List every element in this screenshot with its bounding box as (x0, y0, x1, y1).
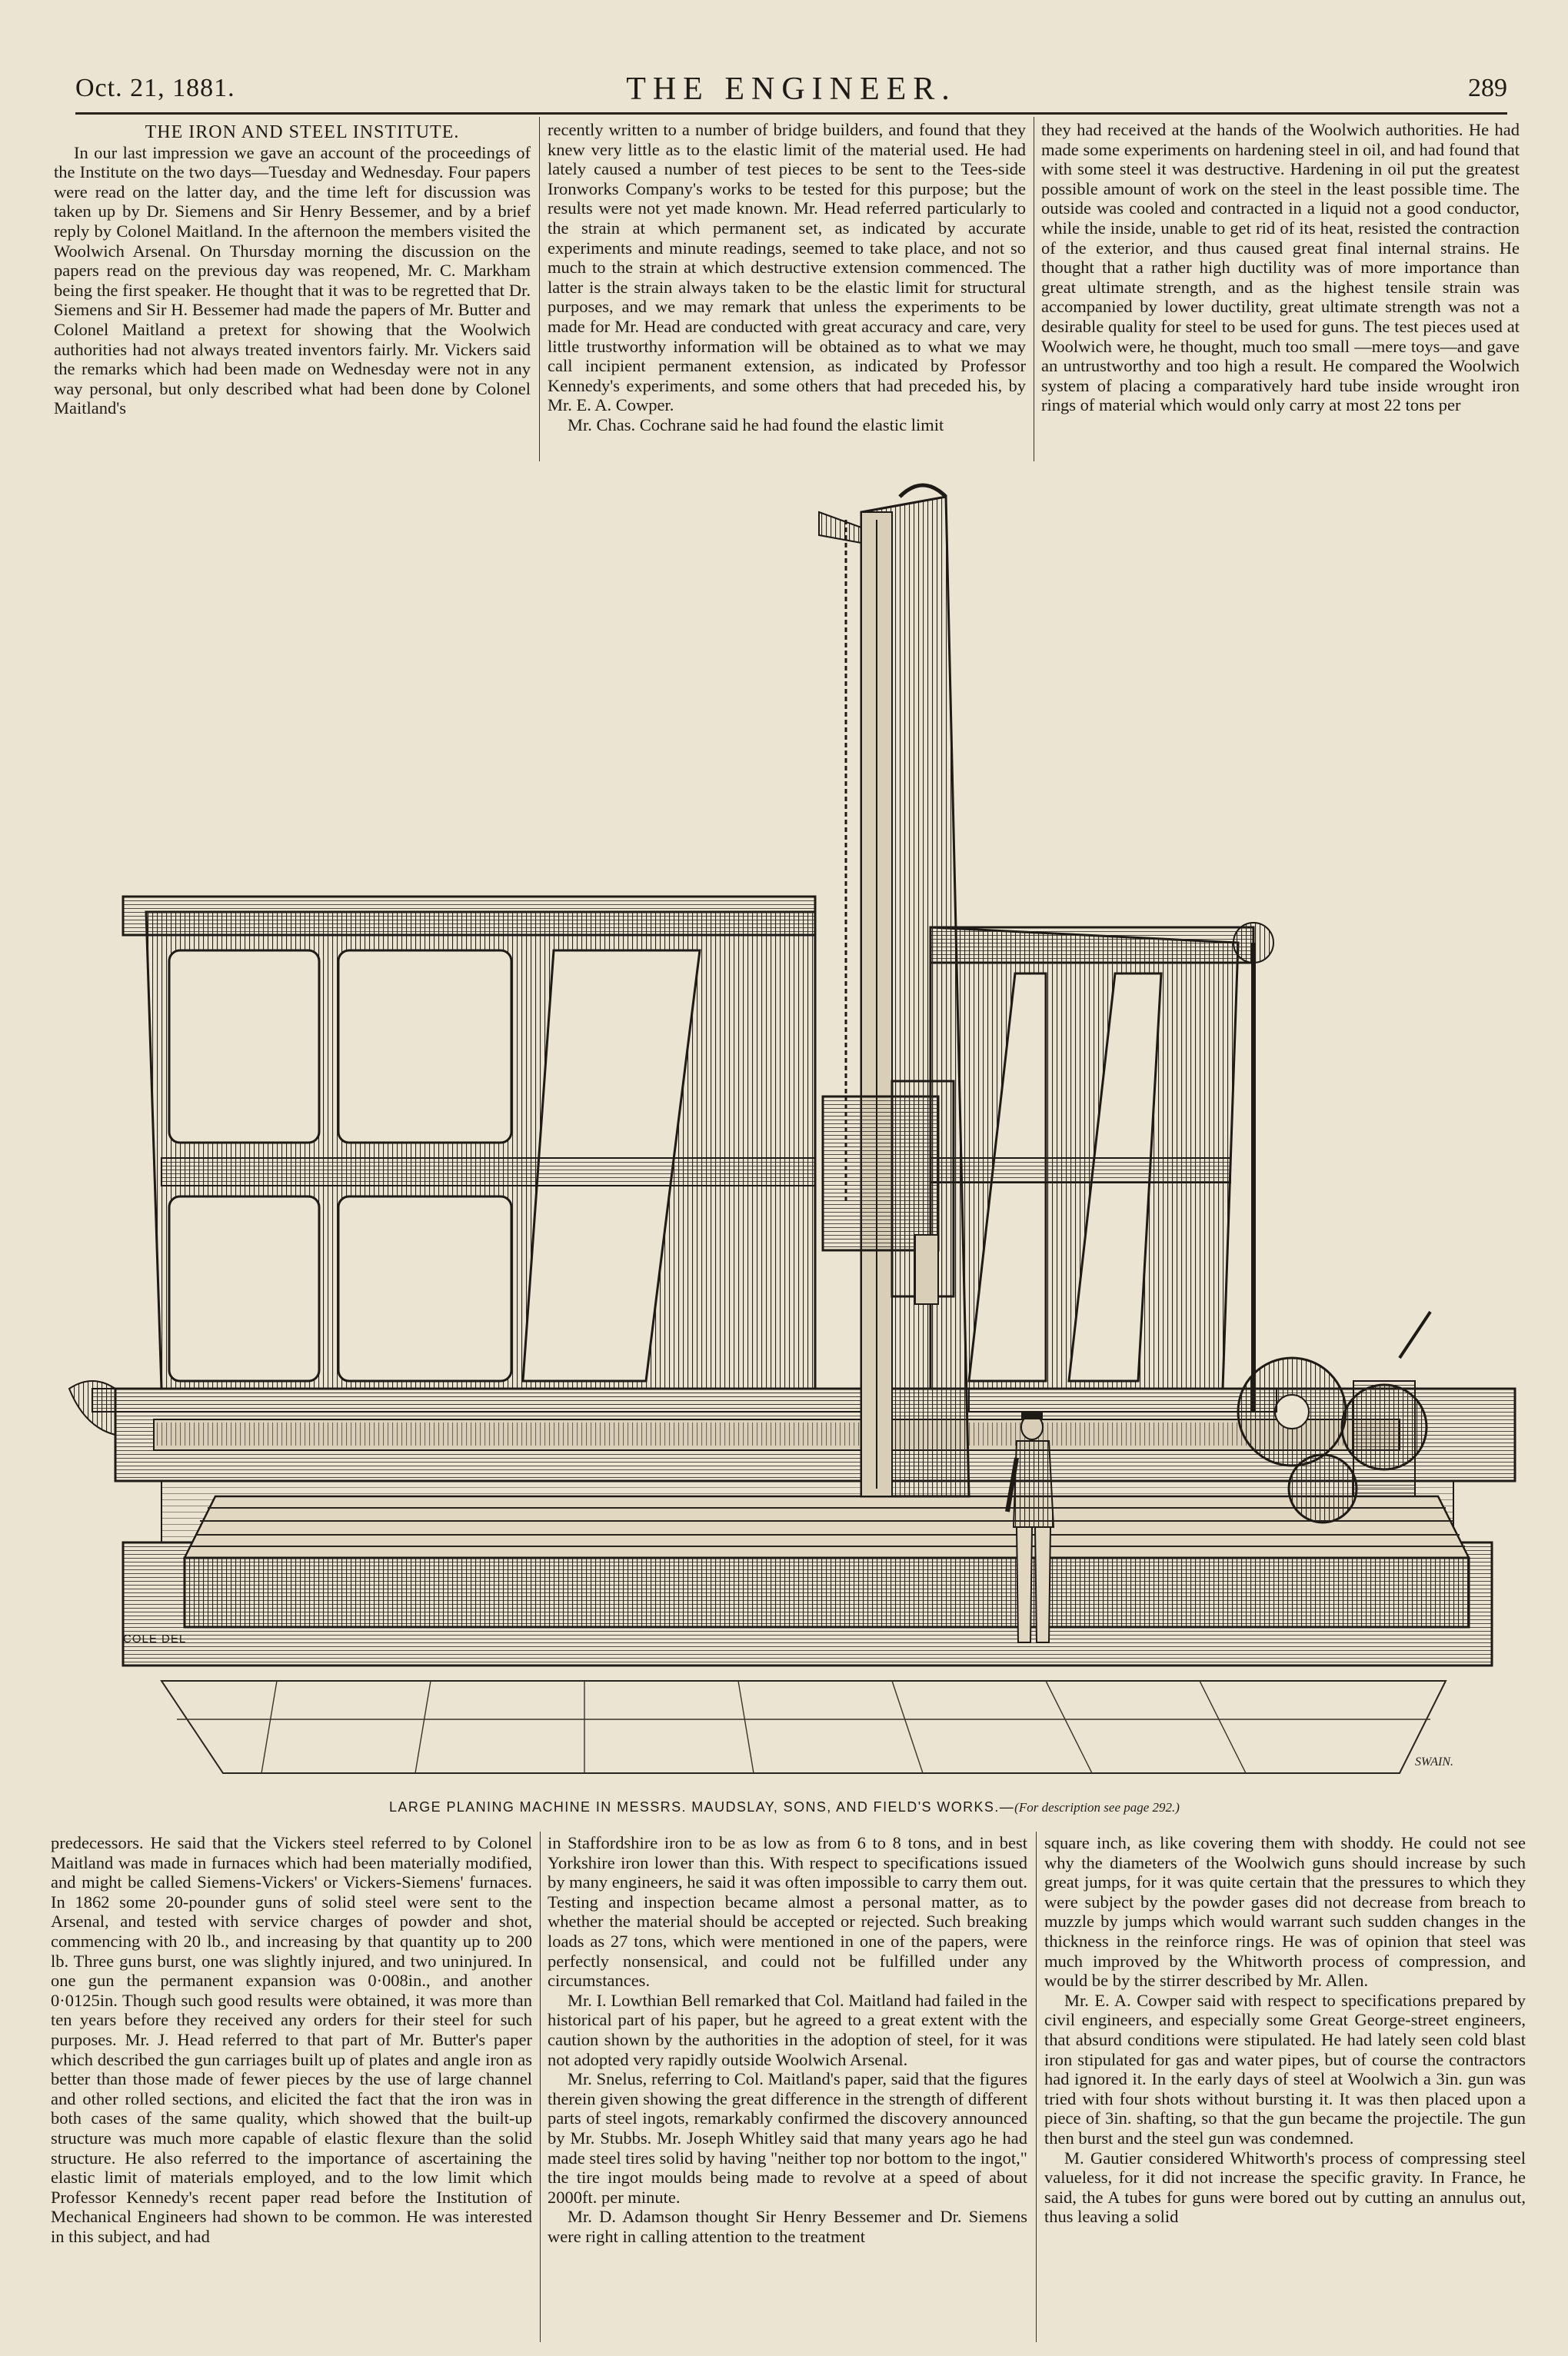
engraving-illustration (46, 466, 1523, 1819)
caption-text: LARGE PLANING MACHINE IN MESSRS. MAUDSLAY, SONS, AND FIELD'S WORKS.— (389, 1799, 1015, 1815)
article-paragraph: in Staffordshire iron to be as low as from 6 to 8 tons, and in best Yorkshire iron lower than this. With respect to specifications issued by many engineers, he said it was often impossible to carry them out. Testing and inspection became almost a personal matter, as to whether the material should be accepted or rejected. Such breaking loads as 27 tons, which were mentioned in one of the papers, were perfectly nonsensical, and could not be fulfilled under any circumstances. (548, 1833, 1027, 1991)
issue-date: Oct. 21, 1881. (75, 74, 235, 102)
column-rule (1036, 1832, 1037, 2342)
article-paragraph: Mr. Snelus, referring to Col. Maitland's paper, said that the figures therein given showing the great difference in the strength of different parts of steel ingots, remarkably confirmed the discovery announced by Mr. Stubbs. Mr. Joseph Whitley said that many years ago he had made steel tires solid by having "neither top nor bottom to the ingot," the tire ingot moulds being made to revolve at a speed of about 2000ft. per minute. (548, 2069, 1027, 2207)
article-paragraph: recently written to a number of bridge builders, and found that they knew very little as to the elastic limit of the material used. He had lately caused a number of test pieces to be sent to the Tees-side Ironworks Company's works to be tested for this purpose; but the results were not yet made known. Mr. Head referred particularly to the strain at which permanent set, as indicated by accurate experiments and minute readings, seemed to take place, and not so much to the strain at which destructive extension commenced. The latter is the strain always taken to be the elastic limit for structural purposes, and we may remark that unless the experiments to be made for Mr. Head are conducted with great accuracy and care, very little trustworthy information will be obtained as to what we may call incipient permanent extension, as indicated by Professor Kennedy's experiments, and some others that had preceded his, by Mr. E. A. Cowper. (548, 120, 1026, 415)
figure-caption (46, 1799, 1523, 1815)
article-paragraph: In our last impression we gave an account of the proceedings of the Institute on the two days—Tuesday and Wednesday. Four papers were read on the latter day, and the time left for discussion was taken up by Dr. Siemens and Sir Henry Bessemer, and by a brief reply by Colonel Maitland. In the afternoon the members visited the Woolwich Arsenal. On Thursday morning the discussion on the papers read on the previous day was reopened, Mr. C. Markham being the first speaker. He thought that it was to be regretted that Dr. Siemens and Sir H. Bessemer had made the papers of Mr. Butter and Colonel Maitland a pretext for showing that the Woolwich authorities had not always treated inventors fairly. Mr. Vickers said the remarks which had been made on Wednesday were not in any way personal, but only described what had been done by Colonel Maitland's (54, 142, 531, 418)
article-paragraph: they had received at the hands of the Woolwich authorities. He had made some experiments on hardening steel in oil, and had found that with some steel it was destructive. Hardening in oil put the greatest possible amount of work on the steel in the least possible time. The outside was cooled and contracted in a liquid not a good conductor, while the inside, unable to get rid of its heat, resisted the contraction of the exterior, and thus caused great final internal strains. He thought that a rather high ductility was of more importance than great ultimate strength, and as the highest tensile strain was accompanied by lower ductility, great ultimate strength was not a desirable quality for steel to be used for guns. The test pieces used at Woolwich were, he thought, much too small —mere toys—and gave an untrustworthy and too high a result. He compared the Woolwich system of placing a comparatively hard tube inside wrought iron rings of material which would only carry at most 22 tons per (1041, 120, 1520, 415)
article-paragraph: Mr. Chas. Cochrane said he had found the elastic limit (568, 414, 944, 434)
page-number: 289 (1468, 74, 1507, 102)
caption-note: (For description see page 292.) (1014, 1800, 1180, 1815)
article-bottom-column-2 (548, 1833, 1027, 2341)
article-paragraph: square inch, as like covering them with shoddy. He could not see why the diameters of the Woolwich guns should increase by such great jumps, for it was quite certain that the pressures to which they were subject by the powder gases did not decrease from breach to muzzle by jumps which would warrant such sudden changes in the thickness in the reinforce rings. He was of opinion that steel was much improved by the Whitworth process of compression, and would be by the stirrer described by Mr. Allen. (1044, 1833, 1526, 1991)
article-top-column-2 (548, 120, 1026, 461)
engraver-signature: COLE DEL (123, 1632, 187, 1646)
article-paragraph: Mr. E. A. Cowper said with respect to specifications prepared by civil engineers, and especially some Great George-street engineers, that absurd conditions were stipulated. He had lately seen cold blast iron stipulated for gas and water pipes, but of course the contractors had ignored it. In the early days of steel at Woolwich a 3in. gun was tried with four shots without bursting it. It was then placed upon a piece of 3in. shafting, so that the gun became the projectile. The gun then burst and the steel gun was condemned. (1044, 1990, 1526, 2148)
publication-title: THE ENGINEER. (626, 72, 957, 107)
planing-machine-engraving (46, 466, 1523, 1819)
column-rule (539, 117, 540, 461)
article-paragraph: Mr. D. Adamson thought Sir Henry Bessemer and Dr. Siemens were right in calling attention to the treatment (548, 2207, 1027, 2246)
article-bottom-column-1 (51, 1833, 532, 2341)
engraver-signature-right: SWAIN. (1415, 1755, 1453, 1769)
article-top-column-1 (54, 123, 531, 461)
article-paragraph: M. Gautier considered Whitworth's process of compressing steel valueless, for it did not increase the specific gravity. In France, he said, the A tubes for guns were bored out by cutting an annulus out, thus leaving a solid (1044, 2148, 1526, 2227)
article-paragraph: Mr. I. Lowthian Bell remarked that Col. Maitland had failed in the historical part of his paper, but he agreed to a great extent with the caution shown by the authorities in the adoption of steel, for it was not adopted very rapidly outside Woolwich Arsenal. (548, 1990, 1027, 2069)
floor (161, 1681, 1446, 1773)
article-heading: THE IRON AND STEEL INSTITUTE. (145, 123, 460, 142)
article-top-column-3 (1041, 120, 1520, 461)
central-column (819, 485, 969, 1496)
right-housing (930, 923, 1273, 1412)
article-bottom-column-3 (1044, 1833, 1526, 2341)
column-rule (540, 1832, 541, 2342)
left-housing (123, 897, 815, 1389)
cross-rail (92, 1389, 1277, 1412)
article-paragraph: predecessors. He said that the Vickers steel referred to by Colonel Maitland was made in furnaces which had been materially modified, and might be called Siemens-Vickers' or Vickers-Siemens' furnaces. In 1862 some 20-pounder guns of solid steel were sent to the Arsenal, and tested with service charges of powder and shot, commencing with 20 lb., and increasing by that quantity up to 200 lb. Three guns burst, one was slightly injured, and two uninjured. In one gun the permanent expansion was 0·008in., and another 0·0125in. Though such good results were obtained, it was more than ten years before they received any orders for their steel for such purposes. Mr. J. Head referred to that part of Mr. Butter's paper which described the gun carriages built up of plates and angle iron as better than those made of fewer pieces by the use of large channel and other rolled sections, and elicited the fact that the iron was in both cases of the same quality, which showed that the built-up structure was much more capable of elastic flexure than the solid structure. He also referred to the importance of ascertaining the elastic limit of materials employed, and to the low limit which Professor Kennedy's recent paper read before the Institution of Mechanical Engineers had shown to be common. He was interested in this subject, and had (51, 1833, 532, 2246)
masthead-rule (75, 112, 1507, 115)
masthead (75, 74, 1507, 111)
planing-table (185, 1496, 1469, 1627)
